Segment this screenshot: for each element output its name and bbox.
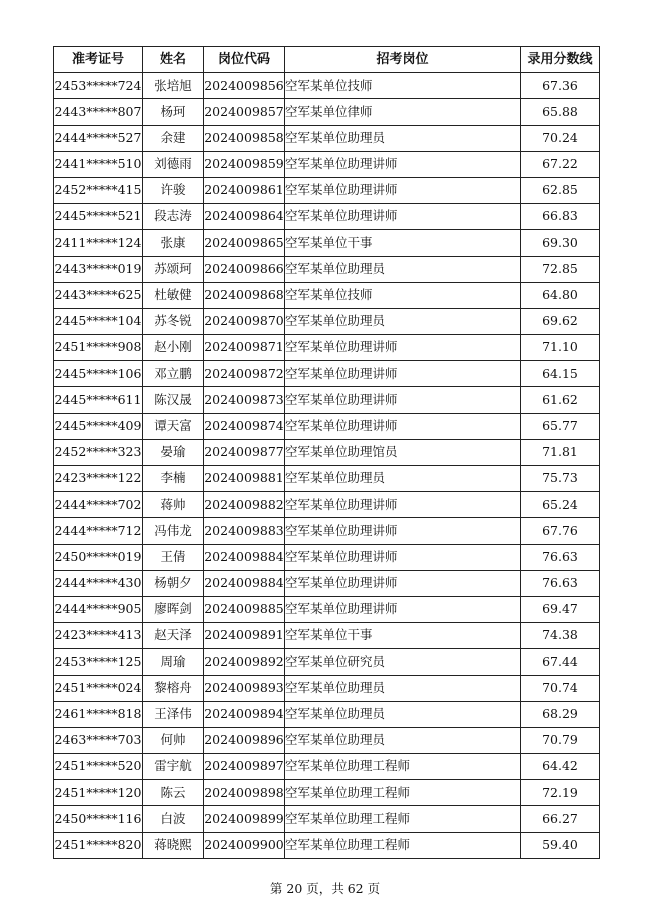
post-title-cell: 空军某单位助理员	[285, 256, 521, 282]
exam-id-cell: 2444*****527	[54, 125, 143, 151]
header-name: 姓名	[143, 47, 204, 73]
post-code-cell: 2024009900	[204, 832, 285, 858]
score-cell: 72.19	[521, 780, 600, 806]
post-title-cell: 空军某单位助理讲师	[285, 335, 521, 361]
exam-id-cell: 2443*****625	[54, 282, 143, 308]
post-code-cell: 2024009898	[204, 780, 285, 806]
exam-id-cell: 2444*****712	[54, 518, 143, 544]
exam-id-cell: 2445*****521	[54, 204, 143, 230]
table-row	[54, 570, 600, 596]
post-code-cell: 2024009872	[204, 361, 285, 387]
exam-id-cell: 2444*****905	[54, 596, 143, 622]
name-cell: 赵天泽	[143, 623, 204, 649]
score-cell: 65.77	[521, 413, 600, 439]
name-cell: 蒋晓熙	[143, 832, 204, 858]
score-cell: 72.85	[521, 256, 600, 282]
exam-id-cell: 2445*****611	[54, 387, 143, 413]
name-cell: 张康	[143, 230, 204, 256]
name-cell: 邓立鹏	[143, 361, 204, 387]
post-title-cell: 空军某单位助理工程师	[285, 754, 521, 780]
post-code-cell: 2024009884	[204, 570, 285, 596]
post-title-cell: 空军某单位助理讲师	[285, 151, 521, 177]
table-row	[54, 727, 600, 753]
score-cell: 62.85	[521, 177, 600, 203]
score-cell: 66.83	[521, 204, 600, 230]
exam-id-cell: 2445*****104	[54, 308, 143, 334]
table-row	[54, 649, 600, 675]
post-code-cell: 2024009893	[204, 675, 285, 701]
table-row	[54, 492, 600, 518]
score-cell: 61.62	[521, 387, 600, 413]
post-code-cell: 2024009892	[204, 649, 285, 675]
post-title-cell: 空军某单位技师	[285, 282, 521, 308]
post-title-cell: 空军某单位助理讲师	[285, 361, 521, 387]
table-row	[54, 623, 600, 649]
post-code-cell: 2024009877	[204, 439, 285, 465]
name-cell: 苏颂珂	[143, 256, 204, 282]
exam-id-cell: 2451*****908	[54, 335, 143, 361]
post-code-cell: 2024009864	[204, 204, 285, 230]
post-code-cell: 2024009883	[204, 518, 285, 544]
score-cell: 70.79	[521, 727, 600, 753]
table-header	[54, 47, 600, 73]
post-title-cell: 空军某单位助理员	[285, 675, 521, 701]
table-row	[54, 256, 600, 282]
exam-id-cell: 2463*****703	[54, 727, 143, 753]
table-row	[54, 177, 600, 203]
score-cell: 66.27	[521, 806, 600, 832]
exam-id-cell: 2451*****520	[54, 754, 143, 780]
post-code-cell: 2024009871	[204, 335, 285, 361]
post-title-cell: 空军某单位助理讲师	[285, 492, 521, 518]
table-row	[54, 439, 600, 465]
post-title-cell: 空军某单位助理员	[285, 308, 521, 334]
exam-id-cell: 2451*****024	[54, 675, 143, 701]
name-cell: 杨朝夕	[143, 570, 204, 596]
name-cell: 杜敏健	[143, 282, 204, 308]
name-cell: 陈汉晟	[143, 387, 204, 413]
exam-id-cell: 2461*****818	[54, 701, 143, 727]
header-post-code: 岗位代码	[204, 47, 285, 73]
post-title-cell: 空军某单位助理讲师	[285, 518, 521, 544]
post-title-cell: 空军某单位助理馆员	[285, 439, 521, 465]
table-row	[54, 596, 600, 622]
name-cell: 黎榕舟	[143, 675, 204, 701]
exam-id-cell: 2444*****702	[54, 492, 143, 518]
score-cell: 65.24	[521, 492, 600, 518]
table-row	[54, 151, 600, 177]
name-cell: 谭天富	[143, 413, 204, 439]
exam-id-cell: 2451*****120	[54, 780, 143, 806]
name-cell: 刘德雨	[143, 151, 204, 177]
table-row	[54, 335, 600, 361]
post-title-cell: 空军某单位助理讲师	[285, 570, 521, 596]
name-cell: 晏瑜	[143, 439, 204, 465]
score-cell: 59.40	[521, 832, 600, 858]
post-code-cell: 2024009891	[204, 623, 285, 649]
name-cell: 赵小刚	[143, 335, 204, 361]
table-row	[54, 99, 600, 125]
exam-id-cell: 2445*****409	[54, 413, 143, 439]
post-code-cell: 2024009866	[204, 256, 285, 282]
score-cell: 76.63	[521, 570, 600, 596]
post-code-cell: 2024009885	[204, 596, 285, 622]
score-cell: 67.76	[521, 518, 600, 544]
name-cell: 冯伟龙	[143, 518, 204, 544]
exam-id-cell: 2444*****430	[54, 570, 143, 596]
post-code-cell: 2024009865	[204, 230, 285, 256]
post-code-cell: 2024009868	[204, 282, 285, 308]
header-row	[54, 47, 600, 73]
name-cell: 段志涛	[143, 204, 204, 230]
table-row	[54, 282, 600, 308]
post-code-cell: 2024009899	[204, 806, 285, 832]
score-cell: 71.81	[521, 439, 600, 465]
score-cell: 64.80	[521, 282, 600, 308]
table-row	[54, 806, 600, 832]
post-code-cell: 2024009897	[204, 754, 285, 780]
score-cell: 67.44	[521, 649, 600, 675]
post-code-cell: 2024009882	[204, 492, 285, 518]
score-cell: 74.38	[521, 623, 600, 649]
table-row	[54, 466, 600, 492]
page-number: 第 20 页，共 62 页	[269, 881, 381, 896]
admission-score-table	[53, 46, 600, 859]
name-cell: 王倩	[143, 544, 204, 570]
post-title-cell: 空军某单位助理工程师	[285, 832, 521, 858]
table-row	[54, 754, 600, 780]
name-cell: 雷宇航	[143, 754, 204, 780]
score-cell: 70.24	[521, 125, 600, 151]
score-cell: 67.36	[521, 73, 600, 99]
score-cell: 64.15	[521, 361, 600, 387]
exam-id-cell: 2441*****510	[54, 151, 143, 177]
table-row	[54, 780, 600, 806]
post-code-cell: 2024009857	[204, 99, 285, 125]
post-title-cell: 空军某单位干事	[285, 230, 521, 256]
exam-id-cell: 2452*****415	[54, 177, 143, 203]
exam-id-cell: 2411*****124	[54, 230, 143, 256]
post-title-cell: 空军某单位助理讲师	[285, 204, 521, 230]
exam-id-cell: 2450*****019	[54, 544, 143, 570]
post-title-cell: 空军某单位助理工程师	[285, 806, 521, 832]
score-cell: 71.10	[521, 335, 600, 361]
exam-id-cell: 2453*****724	[54, 73, 143, 99]
post-title-cell: 空军某单位助理员	[285, 125, 521, 151]
score-cell: 69.30	[521, 230, 600, 256]
table-body	[54, 73, 600, 859]
score-cell: 70.74	[521, 675, 600, 701]
name-cell: 蒋帅	[143, 492, 204, 518]
exam-id-cell: 2443*****019	[54, 256, 143, 282]
post-title-cell: 空军某单位助理讲师	[285, 413, 521, 439]
post-title-cell: 空军某单位助理讲师	[285, 596, 521, 622]
post-title-cell: 空军某单位助理工程师	[285, 780, 521, 806]
score-cell: 67.22	[521, 151, 600, 177]
header-exam-id: 准考证号	[54, 47, 143, 73]
score-cell: 76.63	[521, 544, 600, 570]
exam-id-cell: 2451*****820	[54, 832, 143, 858]
post-code-cell: 2024009861	[204, 177, 285, 203]
post-code-cell: 2024009874	[204, 413, 285, 439]
post-title-cell: 空军某单位研究员	[285, 649, 521, 675]
table-row	[54, 204, 600, 230]
exam-id-cell: 2443*****807	[54, 99, 143, 125]
name-cell: 何帅	[143, 727, 204, 753]
table-row	[54, 701, 600, 727]
name-cell: 白波	[143, 806, 204, 832]
post-title-cell: 空军某单位助理员	[285, 701, 521, 727]
exam-id-cell: 2450*****116	[54, 806, 143, 832]
post-title-cell: 空军某单位助理讲师	[285, 544, 521, 570]
post-title-cell: 空军某单位助理讲师	[285, 387, 521, 413]
score-cell: 65.88	[521, 99, 600, 125]
score-cell: 69.47	[521, 596, 600, 622]
exam-id-cell: 2445*****106	[54, 361, 143, 387]
name-cell: 张培旭	[143, 73, 204, 99]
post-code-cell: 2024009881	[204, 466, 285, 492]
post-code-cell: 2024009896	[204, 727, 285, 753]
name-cell: 余建	[143, 125, 204, 151]
table-row	[54, 675, 600, 701]
score-cell: 68.29	[521, 701, 600, 727]
table-row	[54, 832, 600, 858]
post-code-cell: 2024009858	[204, 125, 285, 151]
table-row	[54, 125, 600, 151]
post-code-cell: 2024009870	[204, 308, 285, 334]
name-cell: 许骏	[143, 177, 204, 203]
post-code-cell: 2024009894	[204, 701, 285, 727]
post-title-cell: 空军某单位技师	[285, 73, 521, 99]
name-cell: 廖晖剑	[143, 596, 204, 622]
score-cell: 64.42	[521, 754, 600, 780]
post-code-cell: 2024009873	[204, 387, 285, 413]
post-code-cell: 2024009884	[204, 544, 285, 570]
name-cell: 苏冬锐	[143, 308, 204, 334]
table-row	[54, 413, 600, 439]
score-cell: 69.62	[521, 308, 600, 334]
table-row	[54, 518, 600, 544]
name-cell: 陈云	[143, 780, 204, 806]
name-cell: 周瑜	[143, 649, 204, 675]
header-score-line: 录用分数线	[521, 47, 600, 73]
table-row	[54, 361, 600, 387]
name-cell: 王泽伟	[143, 701, 204, 727]
name-cell: 杨珂	[143, 99, 204, 125]
post-title-cell: 空军某单位律师	[285, 99, 521, 125]
header-post-title: 招考岗位	[285, 47, 521, 73]
table-row	[54, 230, 600, 256]
table-row	[54, 73, 600, 99]
table-row	[54, 544, 600, 570]
post-title-cell: 空军某单位助理员	[285, 727, 521, 753]
table-row	[54, 308, 600, 334]
post-title-cell: 空军某单位干事	[285, 623, 521, 649]
name-cell: 李楠	[143, 466, 204, 492]
table-row	[54, 387, 600, 413]
exam-id-cell: 2453*****125	[54, 649, 143, 675]
post-code-cell: 2024009856	[204, 73, 285, 99]
exam-id-cell: 2452*****323	[54, 439, 143, 465]
exam-id-cell: 2423*****122	[54, 466, 143, 492]
post-code-cell: 2024009859	[204, 151, 285, 177]
post-title-cell: 空军某单位助理员	[285, 466, 521, 492]
exam-id-cell: 2423*****413	[54, 623, 143, 649]
score-cell: 75.73	[521, 466, 600, 492]
post-title-cell: 空军某单位助理讲师	[285, 177, 521, 203]
